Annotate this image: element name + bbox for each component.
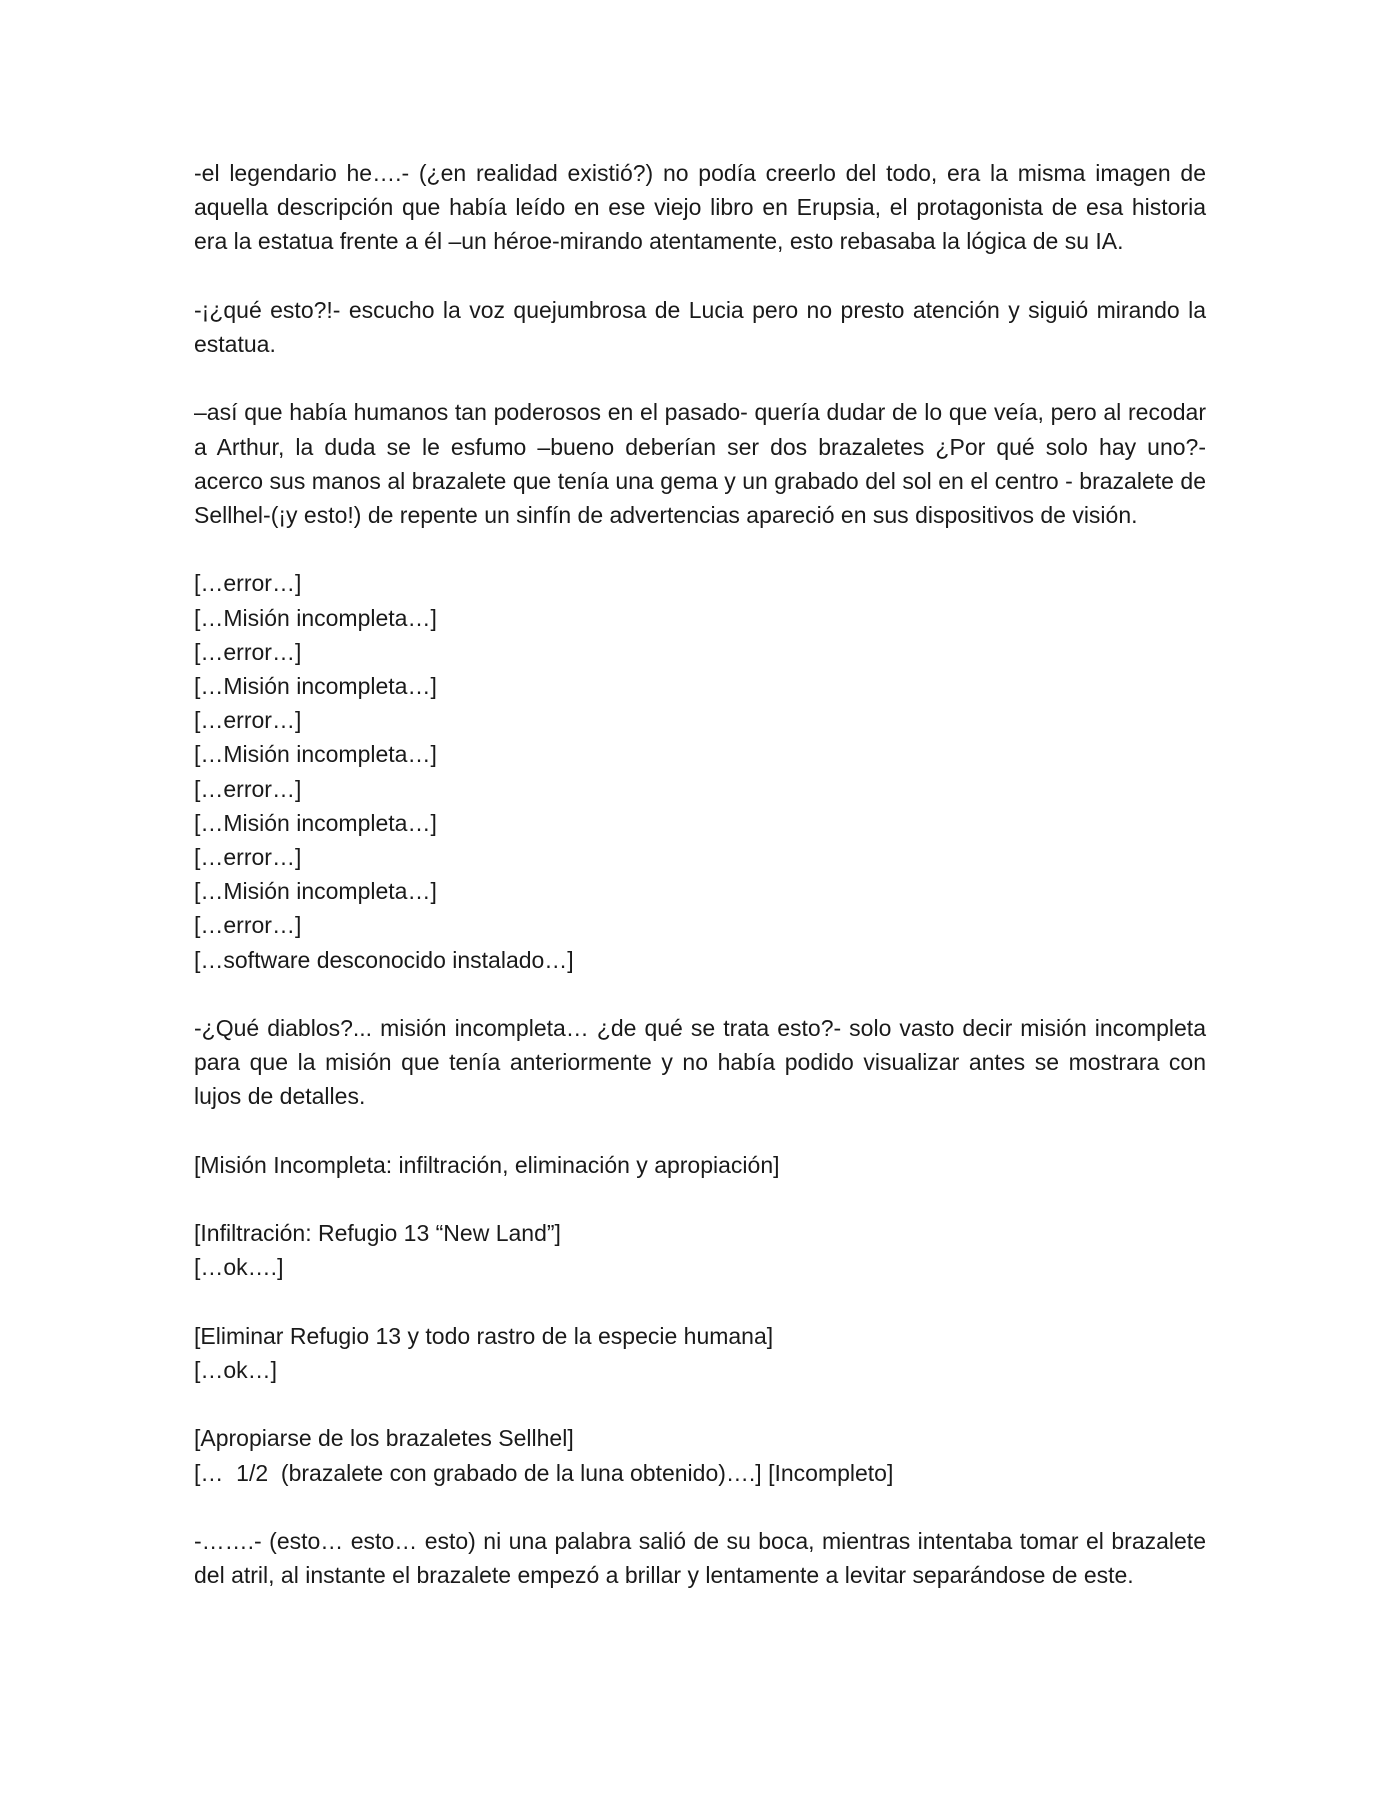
mission-task: [Infiltración: Refugio 13 “New Land”]: [194, 1220, 561, 1247]
system-line: […error…]: [194, 844, 302, 871]
system-line: […error…]: [194, 912, 302, 939]
system-line: […error…]: [194, 638, 302, 665]
system-line: […Misión incompleta…]: [194, 604, 437, 631]
paragraph-1: -el legendario he….- (¿en realidad existió?) no podía creerlo del todo, era la misma imagen de aquella descripción que había leído en ese viejo libro en Erupsia, el protagonista de esa historia era la estatua frente a él –un héroe-mirando atentamente, esto rebasaba la lógica de su IA.: [194, 160, 1206, 255]
mission-elimination: [194, 1319, 1206, 1387]
mission-infiltration: [194, 1216, 1206, 1284]
system-line: […error…]: [194, 775, 302, 802]
mission-title: [Misión Incompleta: infiltración, eliminación y apropiación]: [194, 1151, 780, 1178]
paragraph-4: -¿Qué diablos?... misión incompleta… ¿de qué se trata esto?- solo vasto decir misión incompleta para que la misión que tenía anteriormente y no había podido visualizar antes se mostrara con lujos de detalles.: [194, 1015, 1206, 1110]
system-line: […Misión incompleta…]: [194, 809, 437, 836]
mission-task: [Apropiarse de los brazaletes Sellhel]: [194, 1425, 574, 1452]
mission-status: […ok…]: [194, 1357, 278, 1383]
document-body: [194, 156, 1206, 1627]
system-line: […software desconocido instalado…]: [194, 946, 574, 973]
system-line: […error…]: [194, 707, 302, 734]
system-line: […Misión incompleta…]: [194, 878, 437, 905]
system-warnings: [194, 566, 1206, 976]
paragraph-5: -…….- (esto… esto… esto) ni una palabra salió de su boca, mientras intentaba tomar el brazalete del atril, al instante el brazalete empezó a brillar y lentamente a levitar separándose de este.: [194, 1527, 1206, 1589]
system-line: […Misión incompleta…]: [194, 741, 437, 768]
system-line: […Misión incompleta…]: [194, 673, 437, 699]
paragraph-3: –así que había humanos tan poderosos en el pasado- quería dudar de lo que veía, pero al recodar a Arthur, la duda se le esfumo –bueno deberían ser dos brazaletes ¿Por qué solo hay uno?- acerco sus manos al brazalete que tenía una gema y un grabado del sol en el centro - brazalete de Sellhel-(¡y esto!) de repente un sinfín de advertencias apareció en sus dispositivos de visión.: [194, 399, 1206, 528]
mission-status: [… 1/2 (brazalete con grabado de la luna obtenido)….] [Incompleto]: [194, 1459, 894, 1486]
mission-appropriation: [194, 1421, 1206, 1489]
system-line: […error…]: [194, 570, 302, 597]
paragraph-2: -¡¿qué esto?!- escucho la voz quejumbrosa de Lucia pero no presto atención y siguió mirando la estatua.: [194, 296, 1206, 357]
mission-task: [Eliminar Refugio 13 y todo rastro de la especie humana]: [194, 1322, 774, 1349]
mission-status: […ok….]: [194, 1254, 284, 1281]
mission-title-block: [194, 1148, 1206, 1182]
